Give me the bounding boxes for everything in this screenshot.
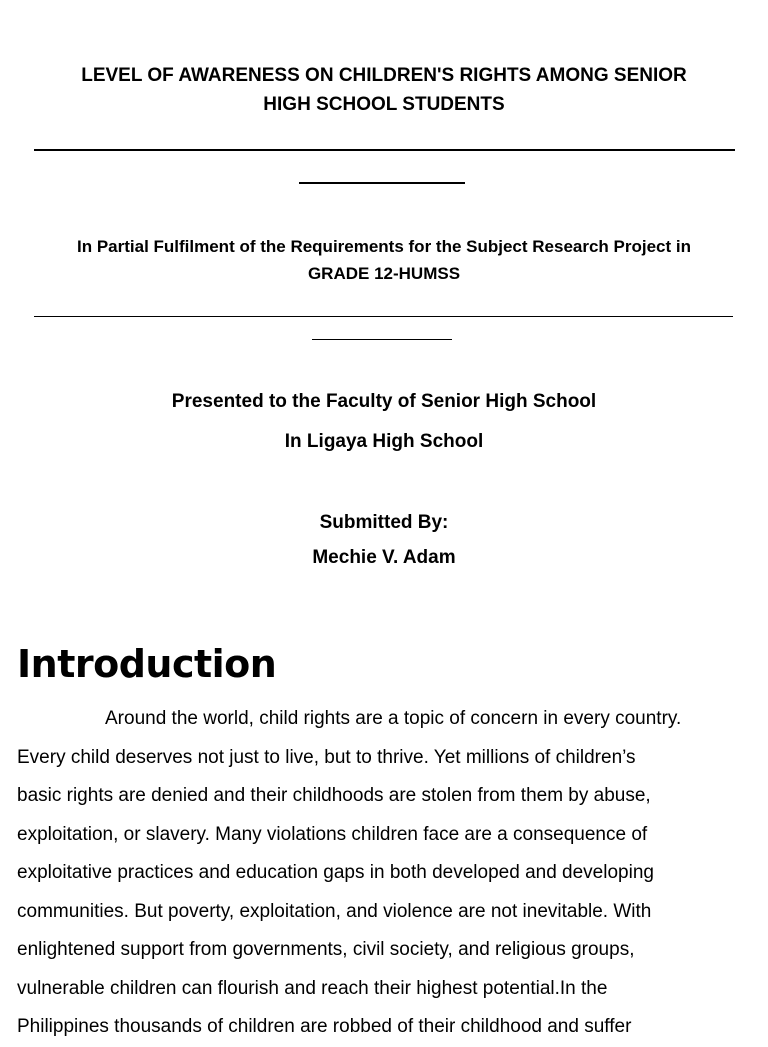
- intro-line: Every child deserves not just to live, but to thrive. Yet millions of children’s: [17, 746, 636, 768]
- document-title: [20, 61, 748, 119]
- section-heading: Introduction: [17, 642, 277, 686]
- subtitle-line-1: In Partial Fulfilment of the Requirements for the Subject Research Project in: [76, 237, 691, 256]
- subtitle-line-2: GRADE 12-HUMSS: [307, 264, 461, 283]
- document-subtitle: [10, 233, 758, 287]
- intro-line: Around the world, child rights are a topic of concern in every country.: [105, 708, 682, 729]
- intro-line: communities. But poverty, exploitation, and violence are not inevitable. With: [17, 900, 652, 922]
- intro-line: exploitative practices and education gaps in both developed and developing: [17, 862, 654, 883]
- intro-line: exploitation, or slavery. Many violations children face are a consequence of: [17, 823, 648, 845]
- intro-line: Philippines thousands of children are robbed of their childhood and suffer: [17, 1016, 632, 1037]
- presented-to: Presented to the Faculty of Senior High School: [171, 391, 597, 412]
- author-name: Mechie V. Adam: [312, 547, 456, 568]
- intro-paragraph: [17, 700, 757, 1047]
- title-underline-long: [34, 149, 735, 151]
- submitted-by-label: Submitted By:: [319, 512, 449, 533]
- title-underline-short: [299, 182, 465, 184]
- intro-line: basic rights are denied and their childhoods are stolen from them by abuse,: [17, 785, 651, 806]
- title-line-2: HIGH SCHOOL STUDENTS: [263, 94, 505, 115]
- subtitle-underline-short: [312, 339, 452, 340]
- title-line-1: LEVEL OF AWARENESS ON CHILDREN'S RIGHTS AMONG SENIOR: [81, 65, 687, 86]
- school-name: In Ligaya High School: [284, 431, 484, 452]
- intro-line: enlightened support from governments, civil society, and religious groups,: [17, 939, 635, 960]
- intro-line: vulnerable children can flourish and reach their highest potential.In the: [17, 977, 608, 999]
- subtitle-underline-long: [34, 316, 733, 317]
